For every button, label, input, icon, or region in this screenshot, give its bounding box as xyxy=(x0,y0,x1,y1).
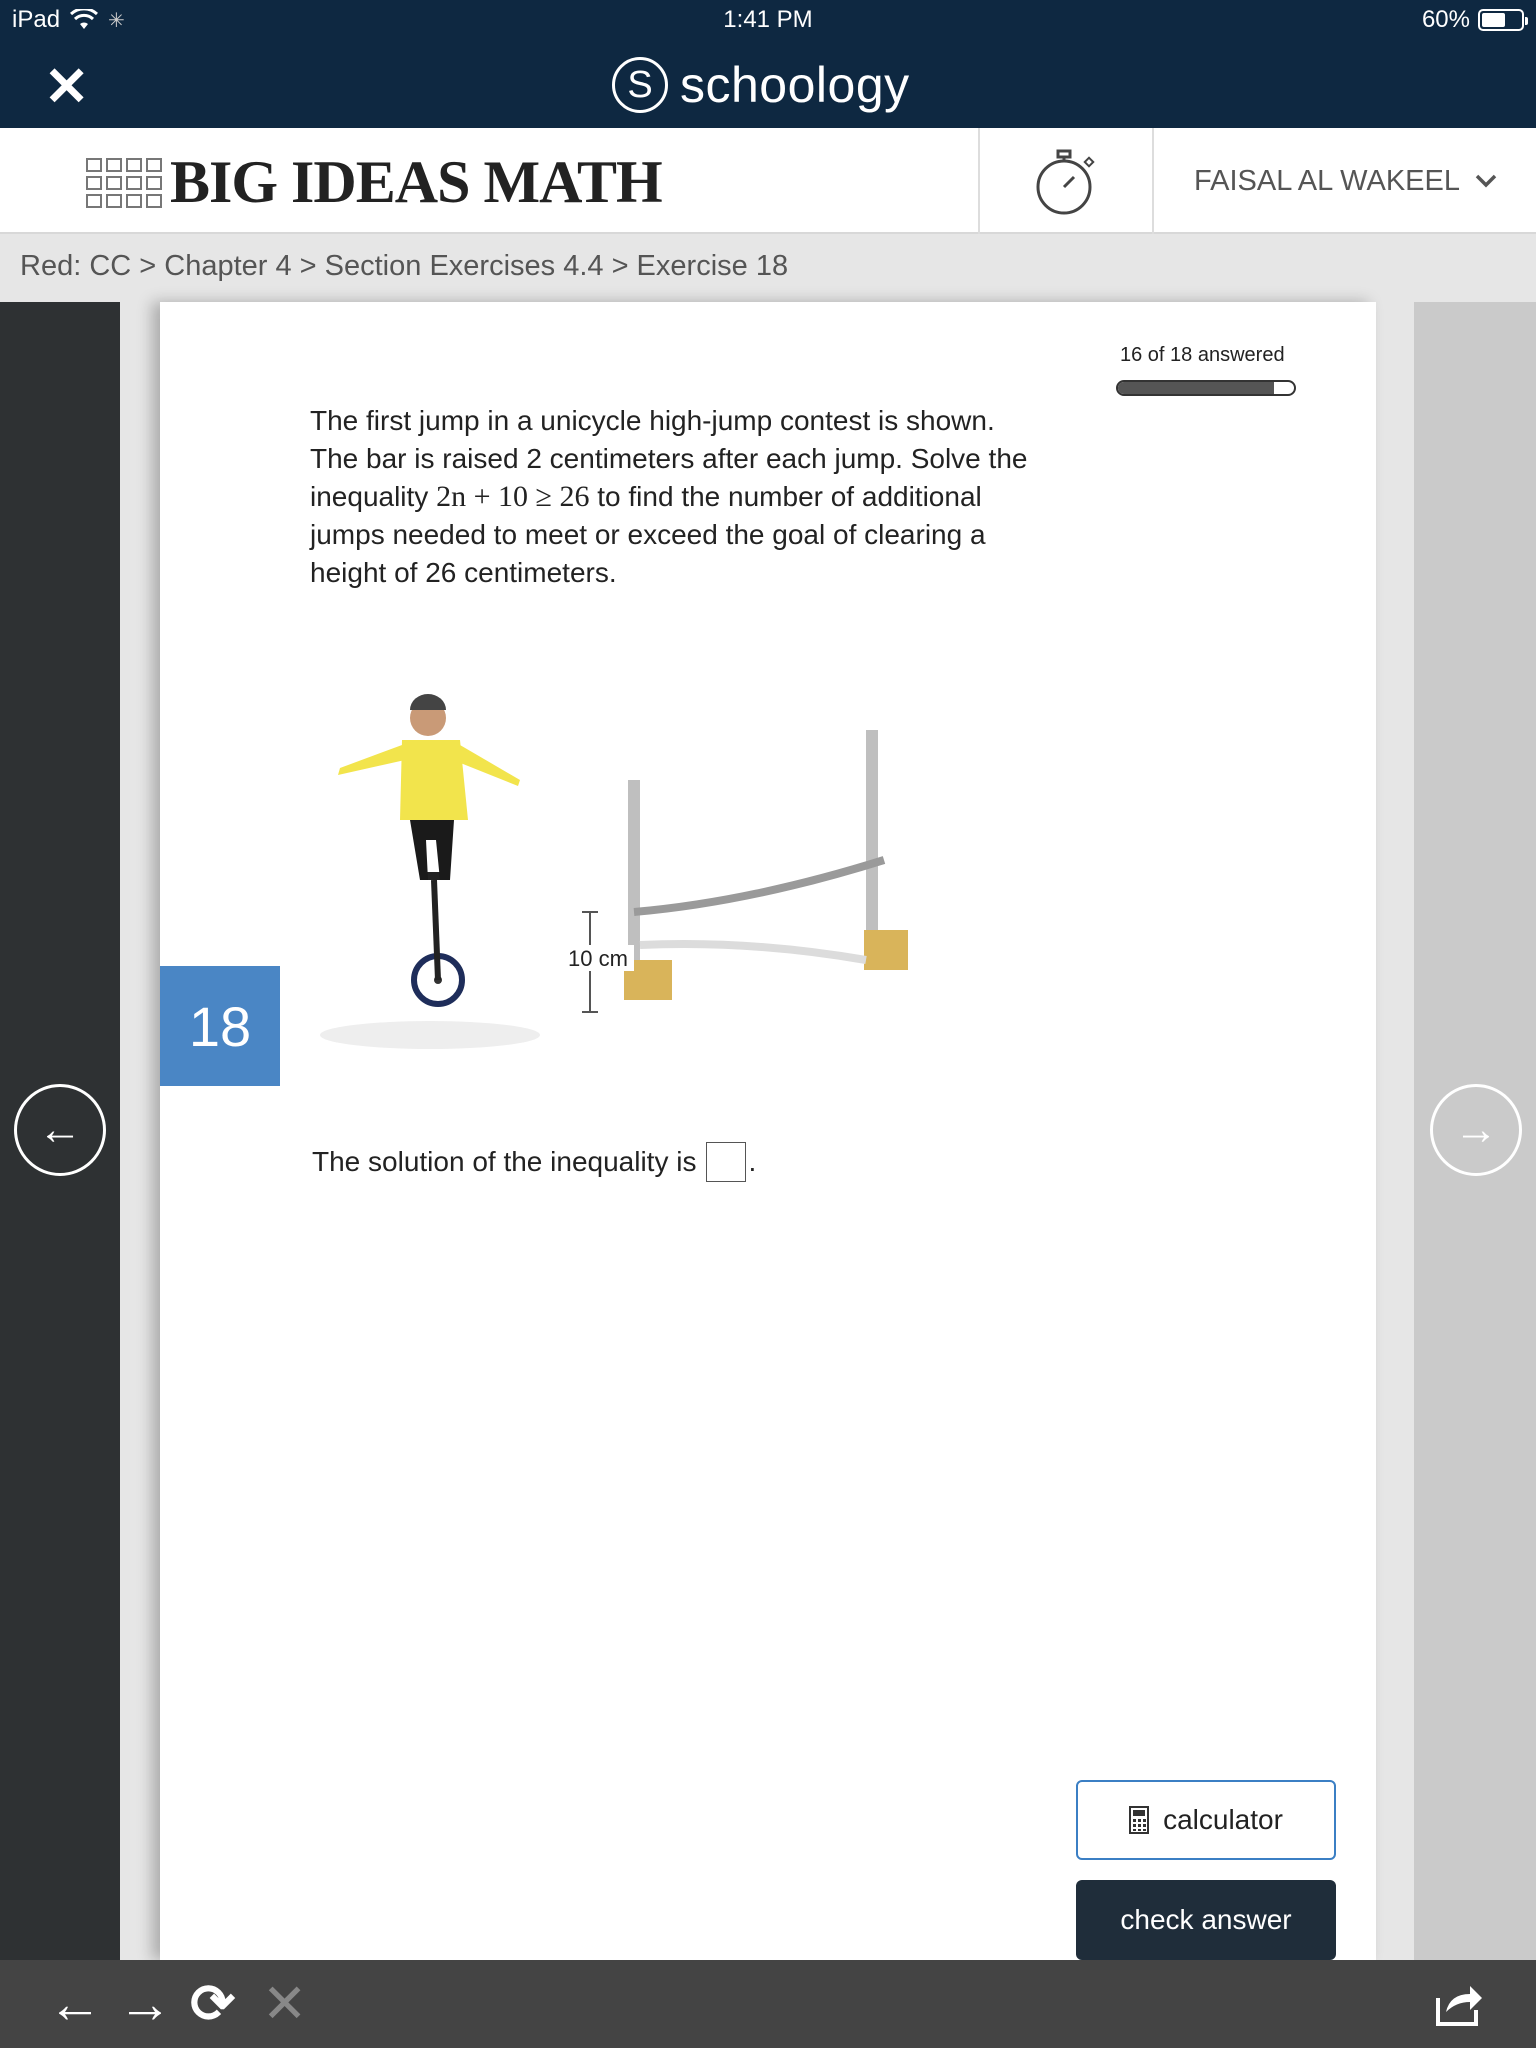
inequality-math: 2n + 10 ≥ 26 xyxy=(436,480,590,513)
exercise-number-badge: 18 xyxy=(160,966,280,1086)
clock: 1:41 PM xyxy=(723,6,813,33)
previous-exercise-button[interactable]: ← xyxy=(14,1084,106,1176)
back-arrow-icon[interactable]: ← xyxy=(48,1974,102,2034)
exercise-card xyxy=(160,302,1376,1960)
next-exercise-button[interactable]: → xyxy=(1430,1084,1522,1176)
check-answer-button[interactable]: check answer xyxy=(1076,1880,1336,1960)
brand-name: schoology xyxy=(680,57,910,113)
answer-input[interactable] xyxy=(706,1142,746,1182)
calculator-label: calculator xyxy=(1163,1804,1283,1835)
timer-button[interactable] xyxy=(978,128,1154,234)
progress-bar xyxy=(1116,380,1296,396)
close-button[interactable]: ✕ xyxy=(44,57,90,117)
bim-logo xyxy=(86,148,662,217)
problem-text xyxy=(310,402,1050,592)
activity-spinner-icon: ✳ xyxy=(108,9,125,32)
battery-icon xyxy=(1478,9,1524,31)
stop-icon[interactable]: ✕ xyxy=(262,1974,308,2034)
device-label: iPad xyxy=(12,6,61,33)
reload-icon[interactable]: ⟳ xyxy=(190,1974,236,2034)
calculator-button[interactable] xyxy=(1076,1780,1336,1860)
answer-prompt: The solution of the inequality is xyxy=(312,1146,697,1177)
schoology-logo xyxy=(612,56,910,114)
bim-header xyxy=(0,128,1536,234)
calculator-icon xyxy=(1129,1806,1149,1834)
problem-text-part2: to find the number of additional jumps needed to meet or exceed the goal of clearing a height of 26 centimeters. xyxy=(310,481,986,588)
schoology-s-icon: S xyxy=(612,57,668,113)
battery-status xyxy=(1422,6,1524,34)
app-header xyxy=(0,0,1536,128)
grid-logo-icon xyxy=(86,158,162,208)
figure-dimension-label: 10 cm xyxy=(568,946,628,971)
answer-line xyxy=(312,1142,756,1182)
bim-title: BIG IDEAS MATH xyxy=(170,149,662,215)
chevron-down-icon xyxy=(1474,173,1498,189)
progress-fill xyxy=(1118,382,1274,394)
stopwatch-icon xyxy=(1034,147,1098,215)
browser-toolbar xyxy=(0,1960,1536,2048)
progress-label: 16 of 18 answered xyxy=(1120,344,1285,366)
share-icon[interactable] xyxy=(1432,1980,1484,2028)
user-name: FAISAL AL WAKEEL xyxy=(1194,164,1460,197)
user-menu[interactable] xyxy=(1156,128,1536,234)
forward-arrow-icon[interactable]: → xyxy=(118,1974,172,2034)
battery-percent: 60% xyxy=(1421,6,1470,33)
unicycle-figure xyxy=(310,640,930,1060)
answer-suffix: . xyxy=(748,1146,757,1177)
breadcrumb: Red: CC > Chapter 4 > Section Exercises 4.4 > Exercise 18 xyxy=(20,250,789,282)
problem-text-part1: The first jump in a unicycle high-jump contest is shown. The bar is raised 2 centimeters after each jump. Solve the inequality xyxy=(310,405,1028,512)
